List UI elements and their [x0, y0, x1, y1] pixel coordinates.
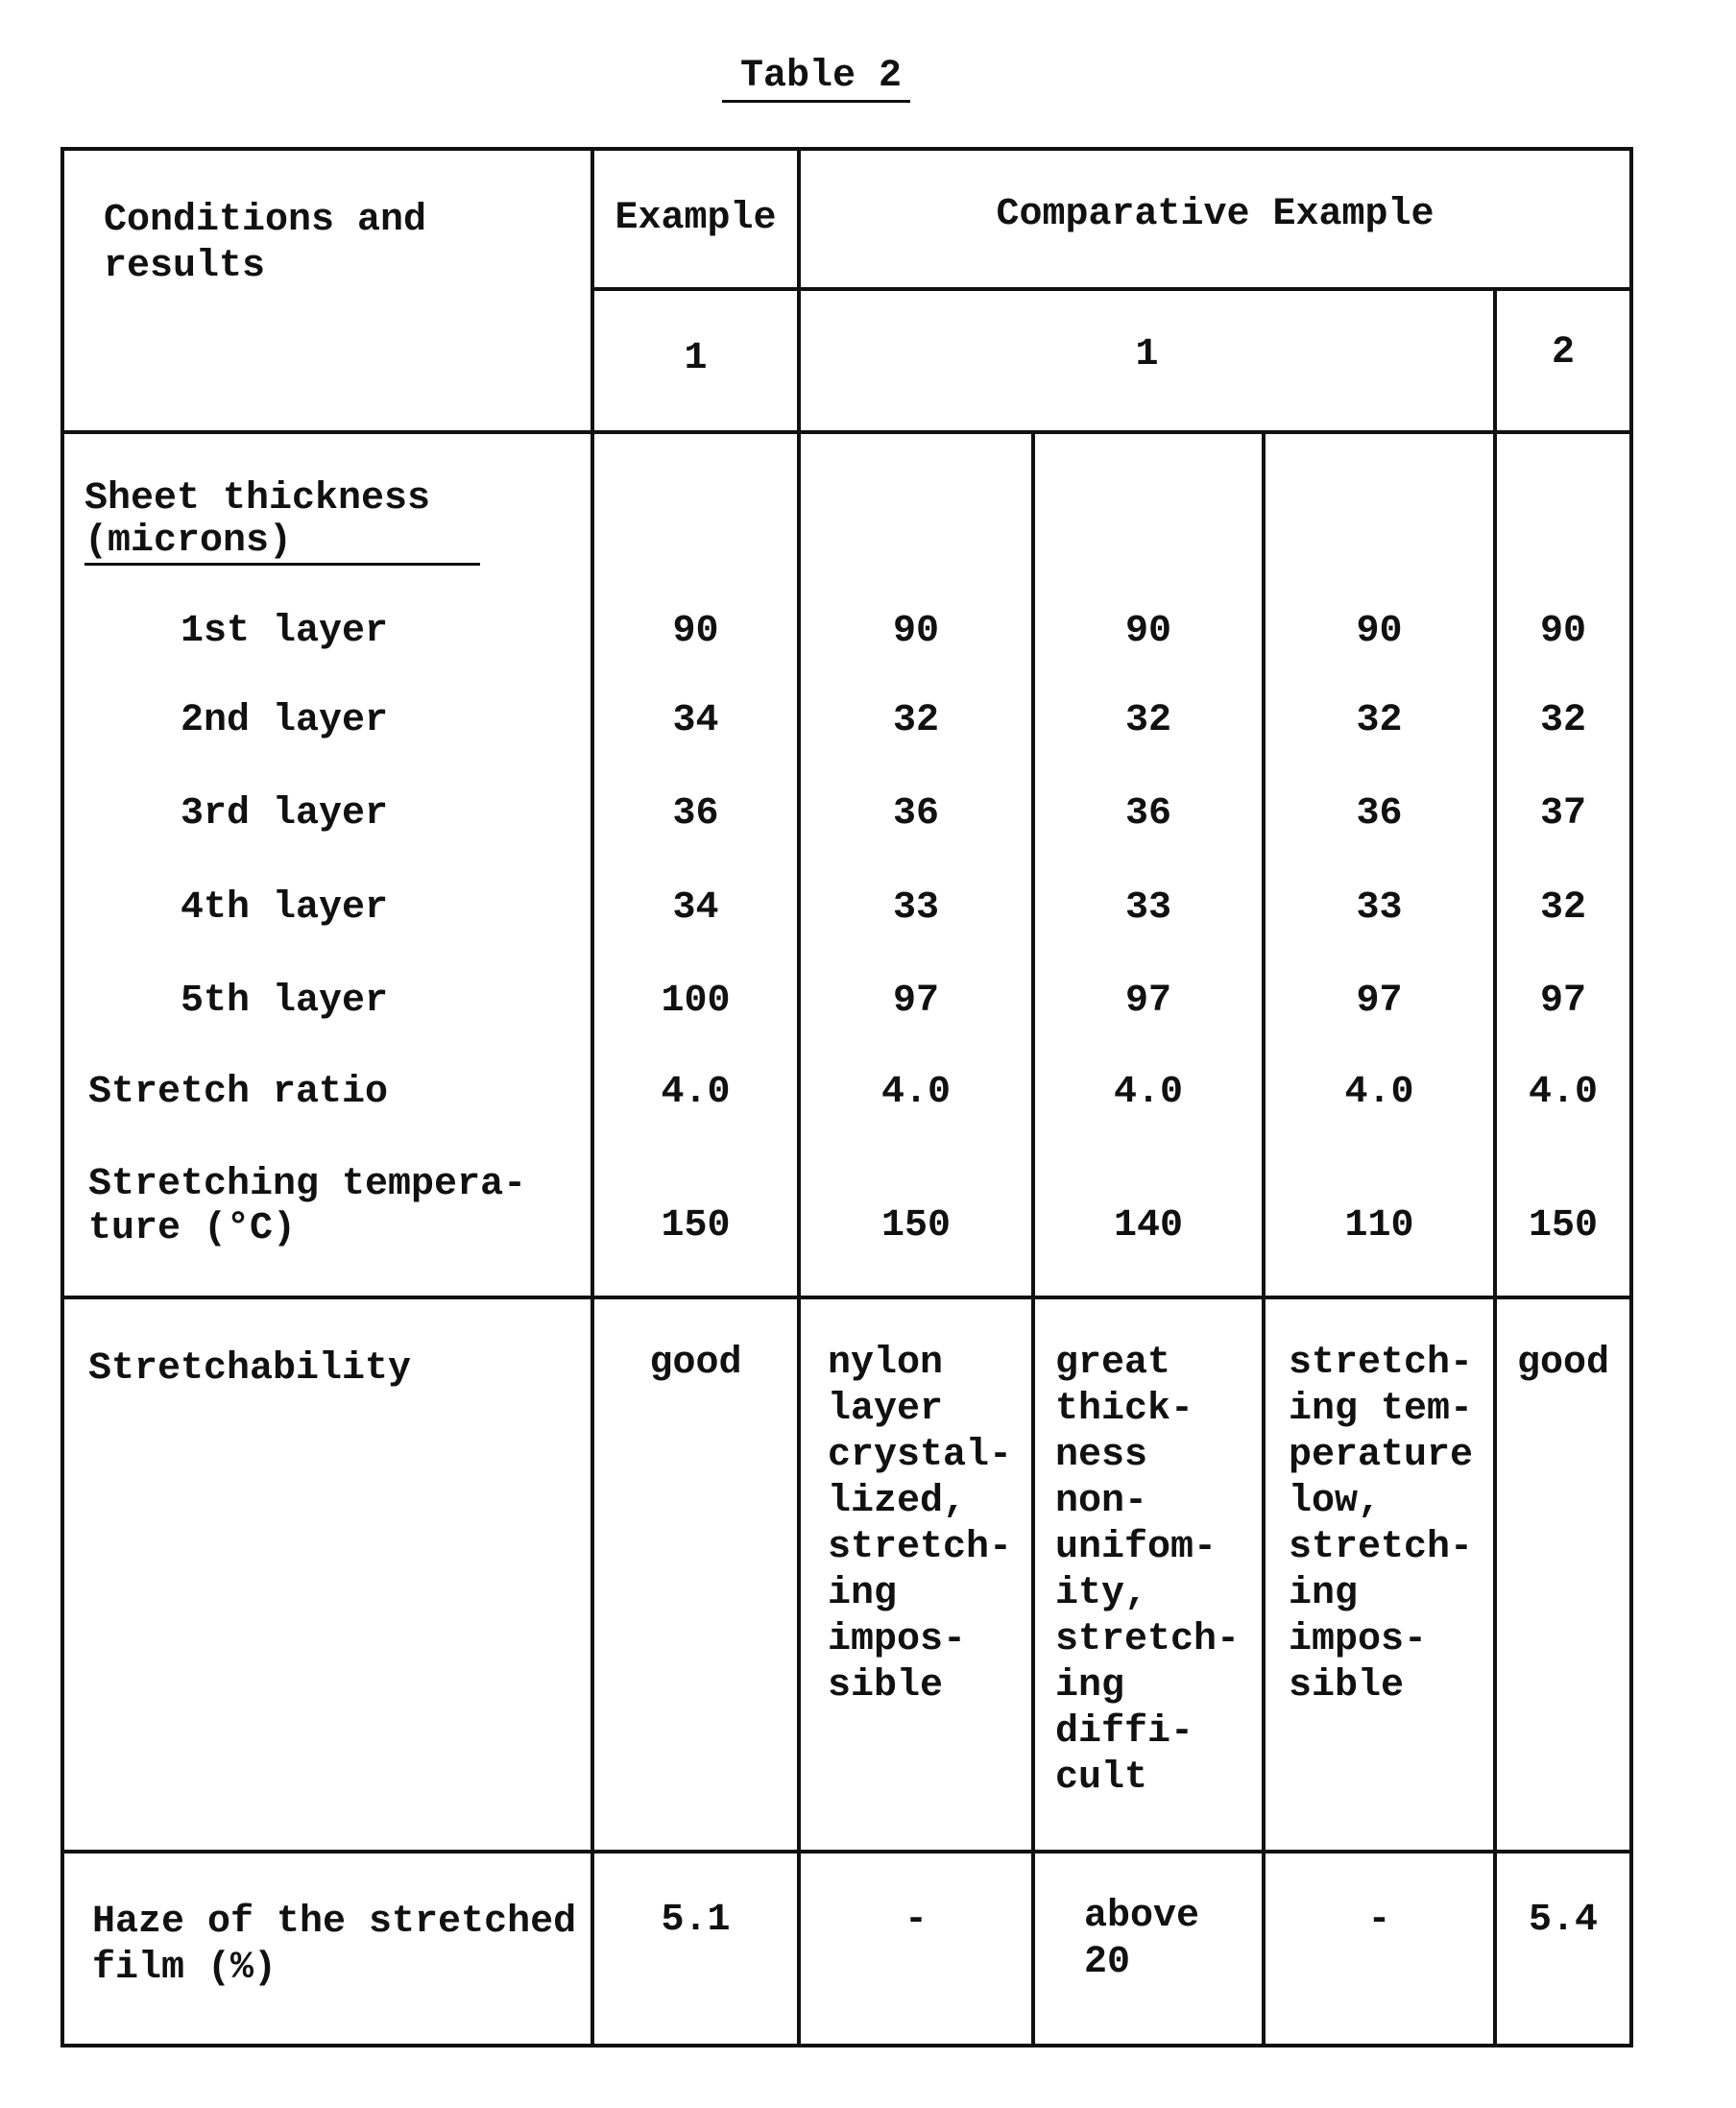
table-cell: 90: [1035, 609, 1262, 655]
table-border-right: [1629, 147, 1633, 2047]
table-cell: 36: [594, 791, 797, 837]
table-cell: great thick- ness non- unifom- ity, stretch- ing diffi- cult: [1055, 1341, 1240, 1802]
table-cell: good: [1497, 1341, 1629, 1387]
table-cell: 36: [1266, 791, 1493, 837]
table-cell: 37: [1497, 791, 1629, 837]
header-comparative-number-1: 1: [801, 332, 1493, 378]
table-cell: 140: [1035, 1203, 1262, 1249]
row-label: 3rd layer: [181, 791, 388, 837]
table-cell: 4.0: [594, 1070, 797, 1116]
table-cell: 100: [594, 979, 797, 1025]
table-cell: -: [1266, 1898, 1493, 1944]
header-example-number: 1: [594, 336, 797, 382]
table-cell: 97: [1035, 979, 1262, 1025]
row-label: 1st layer: [181, 609, 388, 655]
table-cell: 110: [1266, 1203, 1493, 1249]
table-cell: 33: [801, 885, 1031, 932]
header-comparative-example: Comparative Example: [801, 192, 1629, 238]
table-cell: 97: [1497, 979, 1629, 1025]
title-underline: [722, 100, 910, 103]
table-border-left: [60, 147, 64, 2047]
table-border-top: [60, 147, 1633, 151]
table-cell: 34: [594, 885, 797, 932]
table-cell: 32: [1266, 698, 1493, 744]
header-conditions: Conditions and results: [104, 198, 426, 290]
table-cell: -: [801, 1898, 1031, 1944]
table-cell: 4.0: [1266, 1070, 1493, 1116]
row-label: Stretchability: [88, 1346, 411, 1393]
table-cell: 97: [1266, 979, 1493, 1025]
table-cell: 4.0: [801, 1070, 1031, 1116]
table-cell: 150: [801, 1203, 1031, 1249]
table-cell: 5.1: [594, 1898, 797, 1944]
row-divider: [60, 1296, 1633, 1299]
table-cell: 90: [594, 609, 797, 655]
header-example: Example: [594, 196, 797, 242]
row-label: Haze of the stretched film (%): [92, 1900, 576, 1992]
column-divider: [1493, 287, 1497, 2047]
header-bottom-line: [60, 430, 1633, 434]
table-cell: 90: [1266, 609, 1493, 655]
section-label-sheet-thickness: Sheet thickness (microns): [84, 478, 430, 563]
table-cell: 90: [1497, 609, 1629, 655]
table-cell: 33: [1035, 885, 1262, 932]
table-border-bottom: [60, 2044, 1633, 2047]
table-cell: stretch- ing tem- perature low, stretch- ing impos- sible: [1289, 1341, 1473, 1709]
table-title: Table 2: [711, 54, 931, 100]
table-cell: 32: [1497, 698, 1629, 744]
section-label-underline: [84, 563, 480, 566]
table-cell: 32: [1035, 698, 1262, 744]
table-cell: 33: [1266, 885, 1493, 932]
row-label: 5th layer: [181, 979, 388, 1025]
table-cell: 150: [1497, 1203, 1629, 1249]
row-label: Stretching tempera- ture (°C): [88, 1163, 526, 1251]
table-cell: 34: [594, 698, 797, 744]
table-cell: 4.0: [1497, 1070, 1629, 1116]
table-cell: good: [594, 1341, 797, 1387]
table-cell: 97: [801, 979, 1031, 1025]
table-cell: 32: [1497, 885, 1629, 932]
header-divider: [591, 287, 1633, 291]
table-cell: 150: [594, 1203, 797, 1249]
row-label: 4th layer: [181, 885, 388, 932]
table-cell: nylon layer crystal- lized, stretch- ing impos- sible: [828, 1341, 1012, 1709]
table-cell: 36: [1035, 791, 1262, 837]
table-cell: 4.0: [1035, 1070, 1262, 1116]
table-cell: 90: [801, 609, 1031, 655]
table-cell: 32: [801, 698, 1031, 744]
row-label: 2nd layer: [181, 698, 388, 744]
table-cell: above 20: [1084, 1894, 1199, 1986]
header-comparative-number-2: 2: [1497, 330, 1629, 376]
table-cell: 5.4: [1497, 1898, 1629, 1944]
row-divider: [60, 1850, 1633, 1854]
table-cell: 36: [801, 791, 1031, 837]
row-label: Stretch ratio: [88, 1070, 388, 1116]
